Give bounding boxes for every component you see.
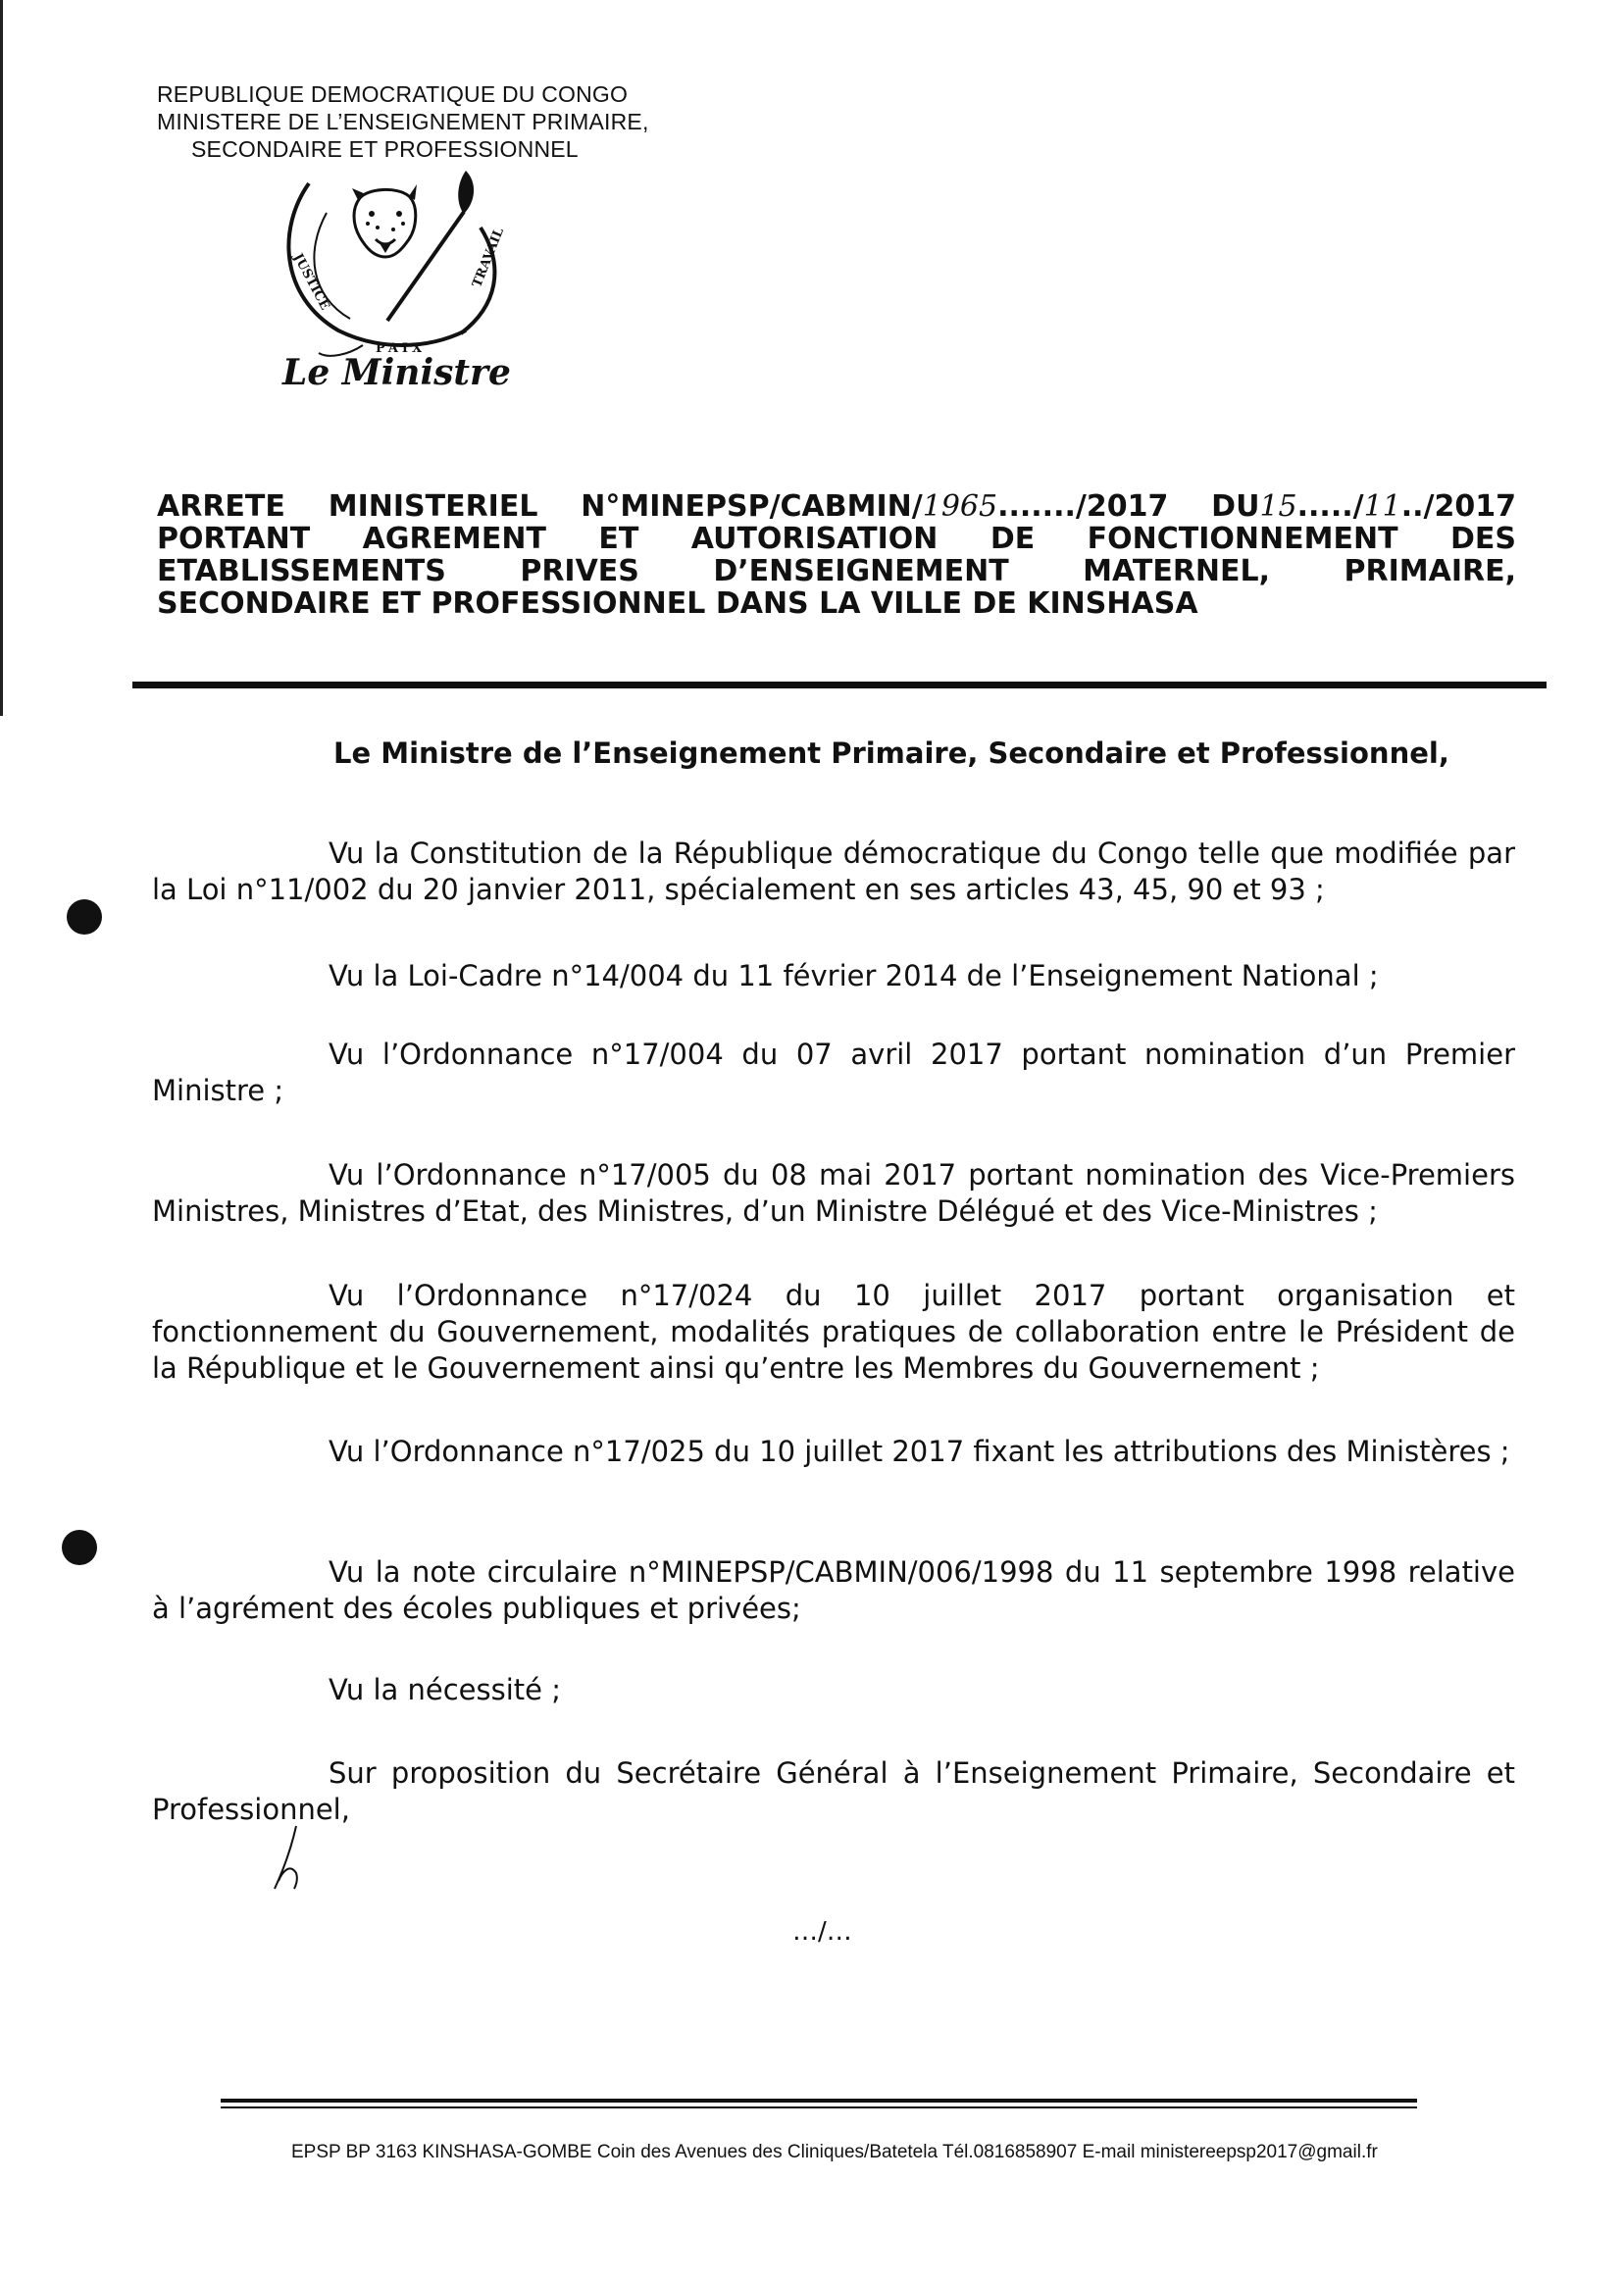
consideration-loi-cadre: Vu la Loi-Cadre n°14/004 du 11 février 2014 de l’Enseignement National ; [329,959,1379,992]
motto-bottom: PAIX [376,341,427,356]
decree-title [157,490,1516,620]
consideration-necessite: Vu la nécessité ; [329,1673,561,1706]
consideration-ordonnance-17-024: Vu l’Ordonnance n°17/024 du 10 juillet 2017 portant organisation et fonctionnement du Gouvernement, modalités pratiques de collaboration entre le Président de la République et le Gouvernement ainsi qu’entre les Membres du Gouvernement ; [152,1279,1515,1385]
intro-line: Le Ministre de l’Enseignement Primaire, Secondaire et Professionnel, [333,736,1449,770]
ref-month: 11 [1363,489,1401,524]
footer-contact: EPSP BP 3163 KINSHASA-GOMBE Coin des Avenues des Cliniques/Batetela Tél.0816858907 E-mail ministereepsp2017@gmail.fr [291,2142,1378,2162]
ref-number: 1965 [922,489,998,524]
letterhead-line-ministry: MINISTERE DE L’ENSEIGNEMENT PRIMAIRE, [157,109,649,134]
signature-title: Le Ministre [282,352,511,393]
letterhead-line-country: REPUBLIQUE DEMOCRATIQUE DU CONGO [157,81,629,107]
ref-mid: ......./2017 DU [997,489,1260,524]
consideration-ordonnance-17-004: Vu l’Ordonnance n°17/004 du 07 avril 2017 portant nomination d’un Premier Ministre ; [152,1038,1515,1107]
initials-signature-icon [267,1824,306,1893]
title-line-4: SECONDAIRE ET PROFESSIONNEL DANS LA VILLE DE KINSHASA [157,586,1198,621]
punch-hole-mark [67,899,102,935]
consideration-ordonnance-17-005: Vu l’Ordonnance n°17/005 du 08 mai 2017 portant nomination des Vice-Premiers Ministres, Ministres d’Etat, des Ministres, d’un Ministre Délégué et des Vice-Ministres ; [152,1158,1515,1228]
motto-left: JUSTICE [289,251,332,313]
motto-right: TRAVAIL [470,226,508,290]
ref-suffix: ../2017 [1400,489,1517,524]
decree-reference [157,490,1516,523]
letterhead-line-ministry-2: SECONDAIRE ET PROFESSIONNEL [191,136,579,162]
ref-prefix: ARRETE MINISTERIEL N°MINEPSP/CABMIN/ [157,489,923,524]
consideration-proposition: Sur proposition du Secrétaire Général à l’Enseignement Primaire, Secondaire et Professionnel, [152,1756,1515,1826]
title-line-2: PORTANT AGREMENT ET AUTORISATION DE FONCTIONNEMENT DES [157,522,1516,556]
title-line-3: ETABLISSEMENTS PRIVES D’ENSEIGNEMENT MATERNEL, PRIMAIRE, [157,554,1516,588]
ref-sep: ...../ [1296,489,1364,524]
consideration-note-circulaire: Vu la note circulaire n°MINEPSP/CABMIN/006/1998 du 11 septembre 1998 relative à l’agrément des écoles publiques et privées; [152,1555,1515,1625]
consideration-ordonnance-17-025: Vu l’Ordonnance n°17/025 du 10 juillet 2017 fixant les attributions des Ministères ; [329,1435,1510,1468]
consideration-constitution: Vu la Constitution de la République démocratique du Congo telle que modifiée par la Loi n°11/002 du 20 janvier 2011, spécialement en ses articles 43, 45, 90 et 93 ; [152,837,1515,906]
footer-divider [221,2099,1417,2103]
title-divider [132,682,1547,688]
scan-margin-line [0,0,3,716]
continued-marker: …/… [792,1917,852,1947]
ref-day: 15 [1259,489,1297,524]
coat-of-arms-icon [270,159,534,370]
punch-hole-mark [62,1530,97,1565]
letterhead [157,80,745,163]
footer-divider-thin [221,2106,1417,2108]
